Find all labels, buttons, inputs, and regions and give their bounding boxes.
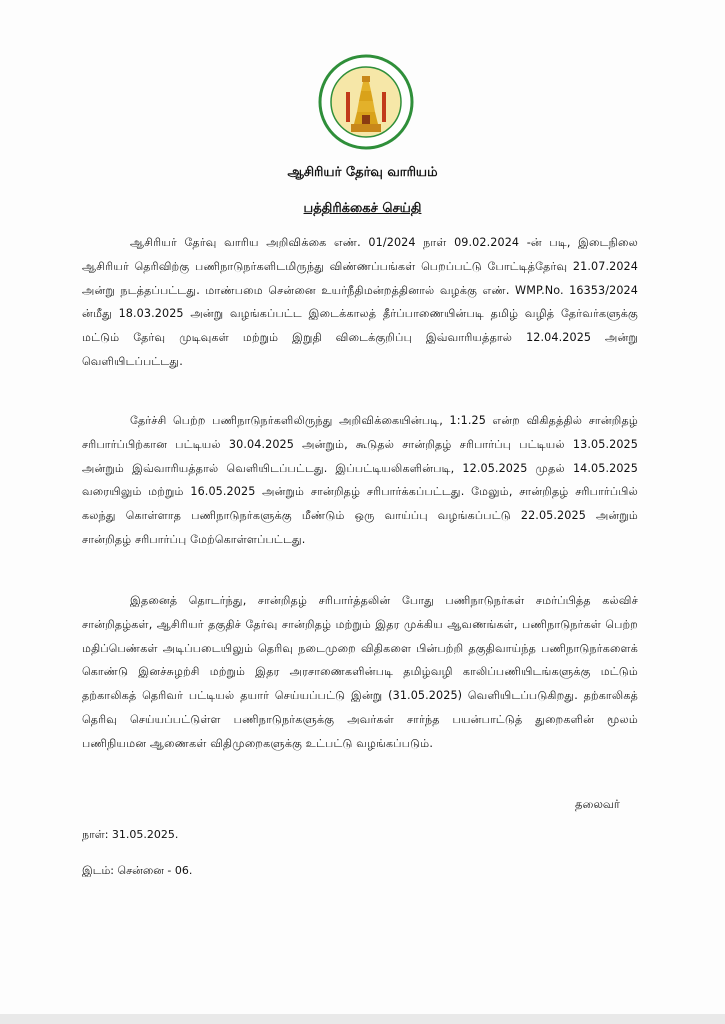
paragraph-1-text: ஆசிரியர் தேர்வு வாரிய அறிவிக்கை எண். 01/2024 நாள் 09.02.2024 -ன் படி, இடைநிலை ஆசிரியர் தெரிவிற்கு பணிநாடுநர்களிடமிருந்து விண்ணப்பங்கள் பெறப்பட்டு போட்டித்தேர்வு 21.07.2024 அன்று நடத்தப்பட்டது. மாண்பமை சென்னை உயர்நீதிமன்றத்தினால் வழக்கு எண். WMP.No. 16353/2024 ன்மீது 18.03.2025 அன்று வழங்கப்பட்ட இடைக்காலத் தீர்ப்பாணையின்படி தமிழ் வழித் தேர்வர்களுக்கு மட்டும் தேர்வு முடிவுகள் மற்றும் இறுதி விடைக்குறிப்பு இவ்வாரியத்தால் 12.04.2025 அன்று வெளியிடப்பட்டது.: [82, 236, 638, 368]
body-paragraph-2: [82, 409, 638, 552]
org-name-heading: ஆசிரியர் தேர்வு வாரியம்: [287, 165, 438, 180]
paragraph-2-text: தேர்ச்சி பெற்ற பணிநாடுநர்களிலிருந்து அறிவிக்கையின்படி, 1:1.25 என்ற விகிதத்தில் சான்றிதழ் சரிபார்ப்பிற்கான பட்டியல் 30.04.2025 அன்றும், கூடுதல் சான்றிதழ் சரிபார்ப்பு பட்டியல் 13.05.2025 அன்றும் இவ்வாரியத்தால் வெளியிடப்பட்டது. இப்பட்டியலிகளின்படி, 12.05.2025 முதல் 14.05.2025 வரையிலும் மற்றும் 16.05.2025 அன்றும் சான்றிதழ் சரிபார்க்கப்பட்டது. மேலும், சான்றிதழ் சரிபார்ப்பில் கலந்து கொள்ளாத பணிநாடுநர்களுக்கு மீண்டும் ஒரு வாய்ப்பு வழங்கப்பட்டு 22.05.2025 அன்றும் சான்றிதழ் சரிபார்ப்பு மேற்கொள்ளப்பட்டது.: [82, 414, 638, 546]
paragraph-3-text: இதனைத் தொடர்ந்து, சான்றிதழ் சரிபார்த்தலின் போது பணிநாடுநர்கள் சமர்ப்பித்த கல்விச் சான்றிதழ்கள், ஆசிரியர் தகுதிச் தேர்வு சான்றிதழ் மற்றும் இதர முக்கிய ஆவணங்கள், பணிநாடுநர்கள் பெற்ற மதிப்பெண்கள் அடிப்படையிலும் தெரிவு நடைமுறை விதிகளை பின்பற்றி தகுதிவாய்ந்த பணிநாடுநர்களைக் கொண்டு இனச்சுழற்சி மற்றும் இதர அரசாணைகளின்படி தமிழ்வழி காலிப்பணியிடங்களுக்கு மட்டும் தற்காலிகத் தெரிவர் பட்டியல் தயார் செய்யப்பட்டு இன்று (31.05.2025) வெளியிடப்படுகிறது. தற்காலிகத் தெரிவு செய்யப்பட்டுள்ள பணிநாடுநர்களுக்கு அவர்கள் சார்ந்த பயன்பாட்டுத் துறைகளின் மூலம் பணிநியமன ஆணைகள் விதிமுறைகளுக்கு உட்பட்டு வழங்கப்படும்.: [82, 594, 638, 750]
place-line: இடம்: சென்னை - 06.: [82, 864, 193, 877]
press-release-title: பத்திரிக்கைச் செய்தி: [303, 201, 422, 216]
body-paragraph-3: [82, 589, 638, 756]
body-paragraph-1: [82, 231, 638, 374]
signatory-label: தலைவர்: [575, 797, 620, 811]
page-bottom-edge: [0, 1014, 725, 1024]
tamil-nadu-emblem-icon: [318, 54, 414, 150]
date-line: நாள்: 31.05.2025.: [82, 828, 179, 841]
